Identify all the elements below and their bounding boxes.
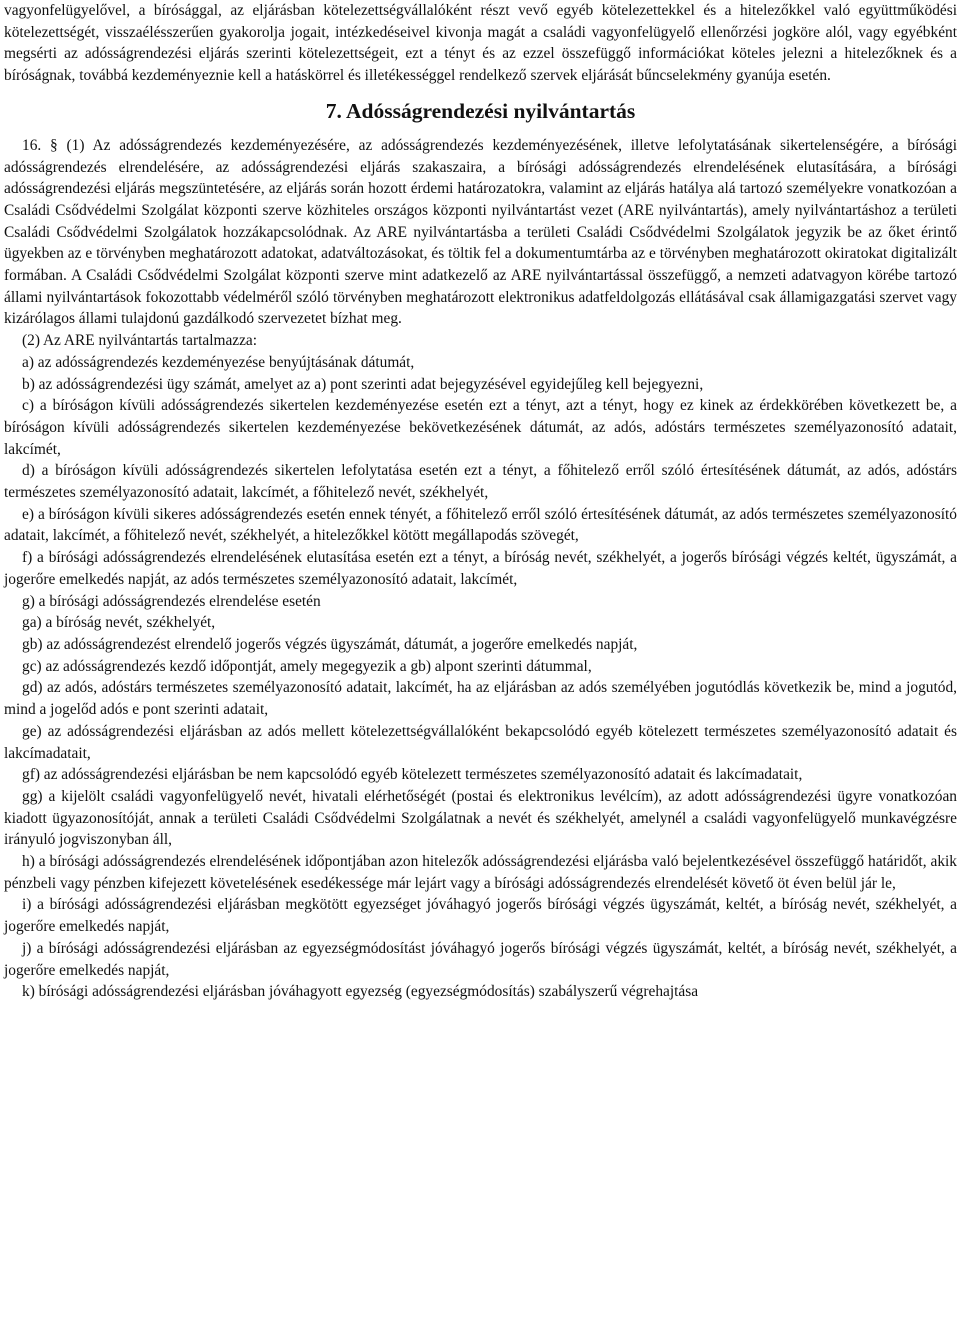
- list-item-ga: ga) a bíróság nevét, székhelyét,: [22, 614, 216, 632]
- list-item-gd: gd) az adós, adóstárs természetes személyazonosító adatait, lakcímét, ha az eljárásban az adós személyében jogutódlás következik be, mind a jogutód, mind a jogelőd adós e pont szerinti adatait,: [4, 679, 957, 719]
- list-item-ge: ge) az adósságrendezési eljárásban az adós mellett kötelezettségvállalóként bekapcsolódó egyéb kötelezett természetes személyazonosító adatait és lakcímadatait,: [4, 722, 957, 762]
- list-item-k: k) bírósági adósságrendezési eljárásban jóváhagyott egyezség (egyezségmódosítás) szabályszerű végrehajtása: [22, 983, 699, 1001]
- list-item-e: e) a bíróságon kívüli sikeres adósságrendezés esetén ennek tényét, a főhitelező erről szóló értesítésének dátumát, az adós természetes személyazonosító adatait, lakcímét, a főhitelező nevét, székhelyét, a hitelezőkkel kötött megállapodás szövegét,: [4, 505, 957, 545]
- document-page: [4, 0, 957, 1003]
- list-item-b: b) az adósságrendezési ügy számát, amelyet az a) pont szerinti adat bejegyzésével egyidejűleg kell bejegyezni,: [22, 375, 704, 393]
- paragraph-16-2: (2) Az ARE nyilvántartás tartalmazza:: [22, 332, 258, 350]
- list-item-d: d) a bíróságon kívüli adósságrendezés sikertelen lefolytatása esetén ezt a tényt, a főhitelező erről szóló értesítésének dátumát, az adós, adóstárs természetes személyazonosító adatait, lakcímét, a főhitelező nevét, székhelyét,: [4, 462, 957, 502]
- list-item-c: c) a bíróságon kívüli adósságrendezés sikertelen kezdeményezése esetén ezt a tényt, azt a tényt, hogy ez kinek az érdekkörében következett be, a bíróságon kívüli adósságrendezés sikertelen kezdeményezése bekövetkezésének dátumát, az adós, adóstárs természetes személyazonosító adatait, lakcímét,: [4, 397, 957, 458]
- section-heading: 7. Adósságrendezési nyilvántartás: [325, 98, 636, 123]
- intro-paragraph: vagyonfelügyelővel, a bírósággal, az eljárásban kötelezettségvállalóként részt vevő egyéb kötelezettekkel és a hitelezőkkel való együttműködési kötelezettségét, visszaélésszerűen gyakorolja jogait, intézkedéseivel kivonja magát a családi vagyonfelügyelő ellenőrzési jogköre alól, vagy egyébként megsérti az adósságrendezési eljárás szerinti kötelezettségeit, ezt a tényt és az ezzel összefüggő információkat köteles jelezni a hitelezőknek és a bíróságnak, továbbá kezdeményeznie kell a hatáskörrel és illetékességgel rendelkező szervek eljárását bűncselekmény gyanúja esetén.: [4, 2, 957, 85]
- list-item-f: f) a bírósági adósságrendezés elrendelésének elutasítása esetén ezt a tényt, a bíróság nevét, székhelyét, a jogerős bírósági végzés keltét, ügyszámát, a jogerőre emelkedés napját, az adós természetes személyazonosító adatait, lakcímét,: [4, 549, 957, 588]
- list-item-a: a) az adósságrendezés kezdeményezése benyújtásának dátumát,: [22, 353, 415, 371]
- list-item-i: i) a bírósági adósságrendezési eljárásban megkötött egyezséget jóváhagyó jogerős bírósági végzés ügyszámát, keltét, a bíróság nevét, székhelyét, a jogerőre emelkedés napját,: [4, 896, 957, 936]
- list-item-gb: gb) az adósságrendezést elrendelő jogerős végzés ügyszámát, dátumát, a jogerőre emelkedés napját,: [22, 635, 638, 653]
- list-item-gf: gf) az adósságrendezési eljárásban be nem kapcsolódó egyéb kötelezett természetes személyazonosító adatait és lakcímadatait,: [22, 766, 803, 784]
- list-item-j: j) a bírósági adósságrendezési eljárásban az egyezségmódosítást jóváhagyó jogerős bírósági végzés ügyszámát, keltét, a bíróság nevét, székhelyét, a jogerőre emelkedés napját,: [4, 939, 957, 979]
- paragraph-16-1: 16. § (1) Az adósságrendezés kezdeményezésére, az adósságrendezés kezdeményezésének, illetve lefolytatásának sikertelenségére, a bírósági adósságrendezés elrendelésére, az adósságrendezési eljárás szakaszaira, a bírósági adósságrendezés elrendelésének elutasítására, a bírósági adósságrendezési eljárás megszüntetésére, az eljárás során hozott érdemi határozatokra, valamint az eljárás hatálya alá tartozó személyekre vonatkozóan a Családi Csődvédelmi Szolgálat központi szerve közhiteles országos központi nyilvántartást vezet (ARE nyilvántartás), amely nyilvántartáshoz a területi Családi Csődvédelmi Szolgálatok hozzákapcsolódnak. Az ARE nyilvántartásba a területi Családi Csődvédelmi Szolgálatok jegyzik be az őket érintő ügyekben az e törvényben meghatározott adatokat, adatváltozásokat, és töltik fel a dokumentumtárba az e törvényben meghatározott okiratokat digitalizált formában. A Családi Csődvédelmi Szolgálat központi szerve mint adatkezelő az ARE nyilvántartással összefüggő, a nemzeti adatvagyon körébe tartozó állami nyilvántartások fokozottabb védelméről szóló törvényben meghatározott elektronikus adatfeldolgozás ellátásával csak államigazgatási szervet vagy kizárólagos állami tulajdonú gazdálkodó szervezetet bízhat meg.: [4, 136, 957, 328]
- list-item-gg: gg) a kijelölt családi vagyonfelügyelő nevét, hivatali elérhetőségét (postai és elektronikus levélcím), az adott adósságrendezési ügyre vonatkozóan kiadott ügyazonosítóját, annak a területi Családi Csődvédelmi Szolgálatnak a nevét és székhelyét, amelynél a családi vagyonfelügyelő munkavégzésre irányuló jogviszonyban áll,: [4, 787, 957, 849]
- list-item-gc: gc) az adósságrendezés kezdő időpontját, amely megegyezik a gb) alpont szerinti dátummal,: [22, 657, 592, 675]
- list-item-h: h) a bírósági adósságrendezés elrendelésének időpontjában azon hitelezők adósságrendezési eljárásba való bejelentkezésével összefüggő határidőt, akik pénzbeli vagy pénzben kifejezett követelésének esedékessége már lejárt vagy a bírósági adósságrendezés elrendelését követő öt éven belül jár le,: [4, 853, 957, 892]
- list-item-g: g) a bírósági adósságrendezés elrendelése esetén: [22, 592, 321, 610]
